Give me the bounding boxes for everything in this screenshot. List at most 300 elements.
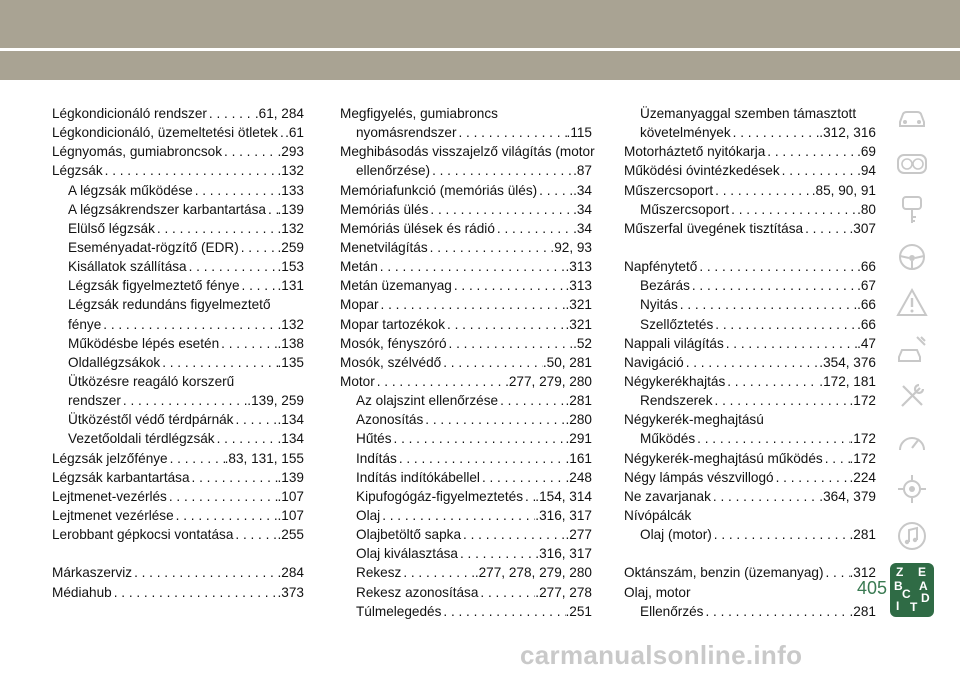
index-subentry[interactable] [340, 449, 592, 468]
entry-page-ref[interactable]: .251 [565, 603, 592, 619]
entry-label: Ütközéstől védő térdpárnák [68, 412, 234, 428]
entry-page-ref[interactable]: .172 [849, 450, 876, 466]
leader-dots [266, 200, 278, 219]
leader-dots [729, 200, 857, 219]
leader-dots [193, 181, 278, 200]
index-letter: Z [896, 565, 904, 579]
warning-triangle-icon[interactable] [890, 280, 934, 327]
index-letter: D [921, 591, 930, 605]
leader-dots [219, 334, 277, 353]
index-entry[interactable] [340, 334, 592, 353]
entry-page-ref[interactable]: .354, 376 [819, 354, 876, 370]
index-entry[interactable] [624, 506, 876, 525]
entry-page-ref[interactable]: .139 [277, 201, 304, 217]
index-subentry[interactable] [52, 334, 304, 353]
leader-dots [452, 276, 566, 295]
index-subentry[interactable] [340, 468, 592, 487]
entry-label: Négy lámpás vészvillogó [624, 469, 774, 485]
index-subentry[interactable] [52, 276, 304, 295]
index-subentry[interactable] [340, 410, 592, 429]
entry-label: Ütközésre reagáló korszerű [68, 373, 235, 389]
index-entry[interactable] [340, 142, 595, 161]
index-subentry[interactable] [52, 315, 304, 334]
index-entry[interactable] [52, 449, 304, 468]
music-note-icon[interactable] [890, 513, 934, 560]
leader-dots [713, 391, 850, 410]
entry-label: Mosók, fényszóró [340, 335, 447, 351]
watermark: carmanualsonline.info [520, 640, 803, 670]
leader-dots [803, 219, 849, 238]
leader-dots [447, 334, 574, 353]
index-subentry[interactable] [340, 525, 592, 544]
index-letter: B [894, 579, 903, 593]
entry-label: Metán [340, 259, 378, 275]
index-subentry[interactable] [52, 295, 304, 314]
entry-page-ref[interactable]: .132 [277, 220, 304, 236]
leader-dots [480, 468, 566, 487]
entry-label: Műszerfal üvegének tisztítása [624, 220, 804, 236]
entry-page-ref[interactable]: .134 [277, 412, 304, 428]
leader-dots [678, 295, 857, 314]
leader-dots [478, 583, 535, 602]
entry-page-ref[interactable]: .154, 314 [535, 488, 592, 504]
entry-label: Bezárás [640, 278, 690, 294]
leader-dots [380, 506, 535, 525]
entry-label: Indítás [356, 450, 397, 466]
index-entry[interactable] [340, 219, 592, 238]
entry-label: Navigáció [624, 354, 684, 370]
index-entry[interactable] [340, 372, 592, 391]
entry-page-ref[interactable]: .312 [849, 565, 876, 581]
settings-icon[interactable] [890, 466, 934, 513]
leader-dots [445, 315, 566, 334]
index-entry[interactable] [624, 410, 876, 429]
leader-dots [428, 238, 551, 257]
entry-label: Légzsák [52, 163, 103, 179]
entry-page-ref[interactable]: .132 [277, 316, 304, 332]
index-entry[interactable] [624, 181, 876, 200]
top-banner-stripe [0, 48, 960, 51]
entry-label: Motorháztető nyitókarja [624, 144, 766, 160]
index-entry[interactable] [52, 563, 304, 582]
entry-label: Ellenőrzés [640, 603, 704, 619]
index-entry[interactable] [340, 257, 592, 276]
entry-page-ref[interactable]: .61, 284 [254, 106, 304, 121]
entry-label: Hűtés [356, 431, 392, 447]
leader-dots [441, 602, 565, 621]
steering-wheel-icon[interactable] [890, 234, 934, 281]
entry-page-ref[interactable]: .281 [565, 393, 592, 409]
entry-page-ref[interactable]: .277, 278 [535, 584, 592, 600]
leader-dots [441, 353, 543, 372]
entry-page-ref[interactable]: .52 [573, 335, 592, 351]
index-entry[interactable] [340, 315, 592, 334]
entry-page-ref[interactable]: .94 [857, 163, 876, 179]
entry-page-ref[interactable]: .161 [565, 450, 592, 466]
leader-dots [215, 429, 278, 448]
index-entry[interactable] [52, 487, 304, 506]
entry-label: Mosók, szélvédő [340, 354, 442, 370]
index-entry[interactable] [340, 200, 592, 219]
entry-page-ref[interactable]: .80 [857, 201, 876, 217]
leader-dots [780, 161, 857, 180]
entry-page-ref[interactable]: .135 [277, 354, 304, 370]
entry-label: Olaj [356, 507, 381, 523]
leader-dots [774, 468, 850, 487]
entry-page-ref[interactable]: .87 [573, 163, 592, 179]
entry-page-ref[interactable]: .277, 279, 280 [505, 373, 592, 389]
index-entry[interactable] [624, 142, 876, 161]
leader-dots [167, 487, 278, 506]
entry-label: Légzsák jelzőfénye [52, 450, 168, 466]
entry-label: követelmények [640, 125, 731, 141]
entry-page-ref[interactable]: .277, 278, 279, 280 [474, 565, 592, 581]
entry-page-ref[interactable]: .139 [277, 469, 304, 485]
entry-page-ref[interactable]: .255 [277, 527, 304, 543]
entry-spacer [624, 238, 876, 257]
index-letter: A [919, 579, 928, 593]
entry-page-ref[interactable]: .47 [857, 335, 876, 351]
index-entry[interactable] [52, 583, 304, 602]
entry-label: A légzsákrendszer karbantartása [68, 201, 266, 217]
entry-label: A légzsák működése [68, 182, 193, 198]
entry-page-ref[interactable]: .307 [849, 220, 876, 236]
index-entry[interactable] [340, 295, 592, 314]
entry-page-ref[interactable]: .107 [277, 488, 304, 504]
entry-label: nyomásrendszer [356, 125, 457, 141]
index-entry[interactable] [624, 583, 876, 602]
entry-page-ref[interactable]: .313 [565, 278, 592, 294]
index-subentry[interactable] [52, 238, 304, 257]
index-entry[interactable] [624, 353, 876, 372]
entry-label: Működésbe lépés esetén [68, 335, 220, 351]
entry-page-ref[interactable]: .281 [849, 603, 876, 619]
index-subentry[interactable] [52, 257, 304, 276]
entry-label: Légzsák figyelmeztető fénye [68, 278, 240, 294]
index-subentry[interactable] [52, 429, 304, 448]
leader-dots [379, 295, 566, 314]
entry-page-ref[interactable]: .280 [565, 412, 592, 428]
index-entry[interactable] [624, 161, 876, 180]
leader-dots [233, 410, 277, 429]
index-subentry[interactable] [340, 602, 592, 621]
entry-label: Menetvilágítás [340, 239, 428, 255]
index-entry[interactable] [52, 104, 304, 123]
gauge-icon[interactable] [890, 420, 934, 467]
entry-label: Napfénytető [624, 259, 698, 275]
entry-label: Négykerékhajtás [624, 373, 726, 389]
entry-label: Légkondicionáló, üzemeltetési ötletek [52, 125, 278, 141]
entry-page-ref[interactable]: .34 [573, 182, 592, 198]
index-column-2 [340, 104, 595, 621]
page-number: 405 [857, 578, 888, 598]
index-subentry[interactable] [340, 544, 592, 563]
leader-dots [423, 410, 565, 429]
index-subentry[interactable] [624, 315, 876, 334]
index-subentry[interactable] [52, 391, 304, 410]
entry-page-ref[interactable]: .172 [849, 393, 876, 409]
entry-page-ref[interactable]: .134 [277, 431, 304, 447]
leader-dots [731, 123, 820, 142]
leader-dots [712, 525, 850, 544]
index-subentry[interactable] [52, 200, 304, 219]
entry-label: Lejtmenet-vezérlés [52, 488, 167, 504]
leader-dots [187, 257, 278, 276]
entry-page-ref[interactable]: .133 [277, 182, 304, 198]
entry-page-ref[interactable]: .364, 379 [819, 488, 876, 504]
entry-page-ref[interactable]: .316, 317 [535, 546, 592, 562]
instrument-cluster-icon[interactable] [890, 141, 934, 188]
entry-label: Kisállatok szállítása [68, 259, 187, 275]
entry-label: Lerobbant gépkocsi vontatása [52, 527, 234, 543]
entry-page-ref[interactable]: .83, 131, 155 [224, 450, 304, 466]
index-entry[interactable] [52, 123, 304, 142]
entry-page-ref[interactable]: .321 [565, 297, 592, 313]
entry-label: Ne zavarjanak [624, 488, 711, 504]
entry-page-ref[interactable]: .139, 259 [247, 393, 304, 409]
index-subentry[interactable] [624, 295, 876, 314]
entry-label: Mopar tartozékok [340, 316, 446, 332]
index-subentry[interactable] [624, 123, 876, 142]
index-entry[interactable] [624, 372, 876, 391]
entry-label: Műszercsoport [624, 182, 714, 198]
entry-label: Memóriás ülések és rádió [340, 220, 495, 236]
entry-page-ref[interactable]: .281 [849, 527, 876, 543]
entry-page-ref[interactable]: .34 [573, 220, 592, 236]
index-subentry[interactable] [52, 219, 304, 238]
entry-page-ref[interactable]: .50, 281 [542, 354, 592, 370]
top-banner [0, 0, 960, 80]
leader-dots [713, 181, 812, 200]
leader-dots [711, 487, 819, 506]
leader-dots [495, 219, 573, 238]
leader-dots [703, 602, 849, 621]
leader-dots [765, 142, 857, 161]
leader-dots [397, 449, 566, 468]
index-subentry[interactable] [340, 506, 592, 525]
entry-page-ref[interactable]: .34 [573, 201, 592, 217]
leader-dots [401, 563, 475, 582]
leader-dots [278, 123, 285, 142]
leader-dots [498, 391, 565, 410]
leader-dots [697, 257, 857, 276]
leader-dots [375, 372, 505, 391]
index-subentry[interactable] [624, 104, 876, 123]
entry-label: Rekesz [356, 565, 402, 581]
car-icon[interactable] [890, 94, 934, 141]
leader-dots [132, 563, 277, 582]
leader-dots [121, 391, 247, 410]
entry-page-ref[interactable]: .69 [857, 144, 876, 160]
index-subentry[interactable] [340, 429, 592, 448]
index-subentry[interactable] [340, 563, 592, 582]
leader-dots [725, 372, 819, 391]
index-letter: E [918, 565, 927, 579]
entry-label: Légkondicionáló rendszer [52, 106, 207, 121]
leader-dots [537, 181, 573, 200]
entry-page-ref[interactable]: .66 [857, 316, 876, 332]
index-entry[interactable] [52, 468, 304, 487]
entry-page-ref[interactable]: .107 [277, 507, 304, 523]
leader-dots [392, 429, 566, 448]
entry-page-ref[interactable]: .316, 317 [535, 507, 592, 523]
index-letter: C [902, 587, 911, 601]
entry-label: Lejtmenet vezérlése [52, 507, 174, 523]
index-subentry[interactable] [52, 353, 304, 372]
index-icon[interactable] [890, 563, 934, 617]
entry-page-ref[interactable]: .373 [277, 584, 304, 600]
entry-page-ref[interactable]: .321 [565, 316, 592, 332]
index-entry[interactable] [52, 161, 304, 180]
entry-label: Az olajszint ellenőrzése [356, 393, 499, 409]
leader-dots [690, 276, 857, 295]
entry-label: Elülső légzsák [68, 220, 155, 236]
leader-dots [207, 104, 255, 123]
entry-label: Motor [340, 373, 375, 389]
index-entry[interactable] [52, 525, 304, 544]
entry-label: Oktánszám, benzin (üzemanyag) [624, 565, 824, 581]
leader-dots [695, 429, 849, 448]
entry-page-ref[interactable]: .132 [277, 163, 304, 179]
leader-dots [103, 161, 278, 180]
index-letter: I [896, 599, 900, 613]
entry-page-ref[interactable]: .153 [277, 259, 304, 275]
entry-page-ref[interactable]: .312, 316 [819, 125, 876, 141]
leader-dots [101, 315, 277, 334]
entry-label: Négykerék-meghajtású [624, 412, 764, 428]
index-subentry[interactable] [52, 181, 304, 200]
index-entry[interactable] [624, 468, 876, 487]
entry-label: Oldallégzsákok [68, 354, 161, 370]
leader-dots [168, 449, 225, 468]
entry-page-ref[interactable]: .224 [849, 469, 876, 485]
leader-dots [190, 468, 278, 487]
entry-page-ref[interactable]: .92, 93 [550, 239, 592, 255]
index-subentry[interactable] [624, 429, 876, 448]
entry-page-ref[interactable]: .131 [277, 278, 304, 294]
index-entry[interactable] [624, 563, 876, 582]
leader-dots [684, 353, 820, 372]
index-letters [890, 563, 934, 617]
index-entry[interactable] [624, 257, 876, 276]
entry-page-ref[interactable]: .284 [277, 565, 304, 581]
wrench-car-icon[interactable] [890, 327, 934, 374]
index-subentry[interactable] [52, 372, 304, 391]
index-subentry[interactable] [624, 391, 876, 410]
entry-label: ellenőrzése) [356, 163, 431, 179]
chapter-sidebar [890, 94, 934, 617]
index-entry[interactable] [340, 238, 592, 257]
entry-label: Túlmelegedés [356, 603, 442, 619]
entry-label: Olaj kiválasztása [356, 546, 458, 562]
leader-dots [378, 257, 566, 276]
index-entry[interactable] [340, 276, 592, 295]
leader-dots [461, 525, 565, 544]
index-subentry[interactable] [340, 583, 592, 602]
entry-page-ref[interactable]: .259 [277, 239, 304, 255]
index-subentry[interactable] [624, 525, 876, 544]
entry-label: Olaj (motor) [640, 527, 712, 543]
index-entry[interactable] [340, 353, 592, 372]
tools-icon[interactable] [890, 373, 934, 420]
leader-dots [428, 200, 573, 219]
index-entry[interactable] [624, 487, 876, 506]
leader-dots [457, 123, 567, 142]
leader-dots [430, 161, 573, 180]
car-key-icon[interactable] [890, 187, 934, 234]
leader-dots [458, 544, 535, 563]
entry-label: Működési óvintézkedések [624, 163, 780, 179]
index-subentry[interactable] [52, 410, 304, 429]
index-subentry[interactable] [340, 161, 592, 180]
entry-page-ref[interactable]: .61 [285, 125, 304, 141]
entry-page-ref[interactable]: .67 [857, 278, 876, 294]
index-entry[interactable] [52, 506, 304, 525]
index-subentry[interactable] [624, 200, 876, 219]
entry-label: Médiahub [52, 584, 112, 600]
leader-dots [240, 276, 278, 295]
entry-label: Meghibásodás visszajelző világítás (motor [340, 144, 595, 160]
leader-dots [112, 583, 278, 602]
index-subentry[interactable] [340, 391, 592, 410]
index-letter: T [910, 600, 918, 614]
entry-page-ref[interactable]: .115 [566, 125, 592, 141]
index-entry[interactable] [624, 219, 876, 238]
entry-label: Eseményadat-rögzítő (EDR) [68, 239, 239, 255]
entry-label: Nívópálcák [624, 507, 692, 523]
entry-page-ref[interactable]: .172 [849, 431, 876, 447]
entry-label: Légnyomás, gumiabroncsok [52, 144, 223, 160]
leader-dots [174, 506, 278, 525]
entry-label: Légzsák karbantartása [52, 469, 190, 485]
entry-label: Üzemanyaggal szemben támasztott [640, 106, 857, 121]
index-subentry[interactable] [624, 602, 876, 621]
entry-label: Memóriafunkció (memóriás ülés) [340, 182, 538, 198]
index-entry[interactable] [624, 334, 876, 353]
leader-dots [724, 334, 857, 353]
leader-dots [222, 142, 278, 161]
entry-page-ref[interactable]: .248 [565, 469, 592, 485]
leader-dots [823, 563, 849, 582]
entry-page-ref[interactable]: .85, 90, 91 [811, 182, 876, 198]
entry-page-ref[interactable]: .277 [565, 527, 592, 543]
entry-label: Olajbetöltő sapka [356, 527, 462, 543]
entry-page-ref[interactable]: .291 [565, 431, 592, 447]
index-entry[interactable] [624, 449, 876, 468]
entry-page-ref[interactable]: .66 [857, 259, 876, 275]
index-subentry[interactable] [340, 487, 592, 506]
entry-label: Kipufogógáz-figyelmeztetés [356, 488, 523, 504]
entry-label: Légzsák redundáns figyelmeztető [68, 297, 271, 313]
entry-page-ref[interactable]: .293 [277, 144, 304, 160]
entry-label: Metán üzemanyag [340, 278, 452, 294]
entry-label: Vezetőoldali térdlégzsák [68, 431, 215, 447]
entry-page-ref[interactable]: .66 [857, 297, 876, 313]
entry-page-ref[interactable]: .138 [277, 335, 304, 351]
index-subentry[interactable] [340, 123, 592, 142]
index-entry[interactable] [340, 181, 592, 200]
entry-spacer [52, 544, 304, 563]
entry-page-ref[interactable]: .172, 181 [819, 373, 876, 389]
entry-label: Márkaszerviz [52, 565, 133, 581]
index-subentry[interactable] [624, 276, 876, 295]
entry-page-ref[interactable]: .313 [565, 259, 592, 275]
leader-dots [155, 219, 278, 238]
entry-label: Megfigyelés, gumiabroncs [340, 106, 498, 121]
index-entry[interactable] [340, 104, 592, 123]
index-entry[interactable] [52, 142, 304, 161]
entry-label: Működés [640, 431, 696, 447]
